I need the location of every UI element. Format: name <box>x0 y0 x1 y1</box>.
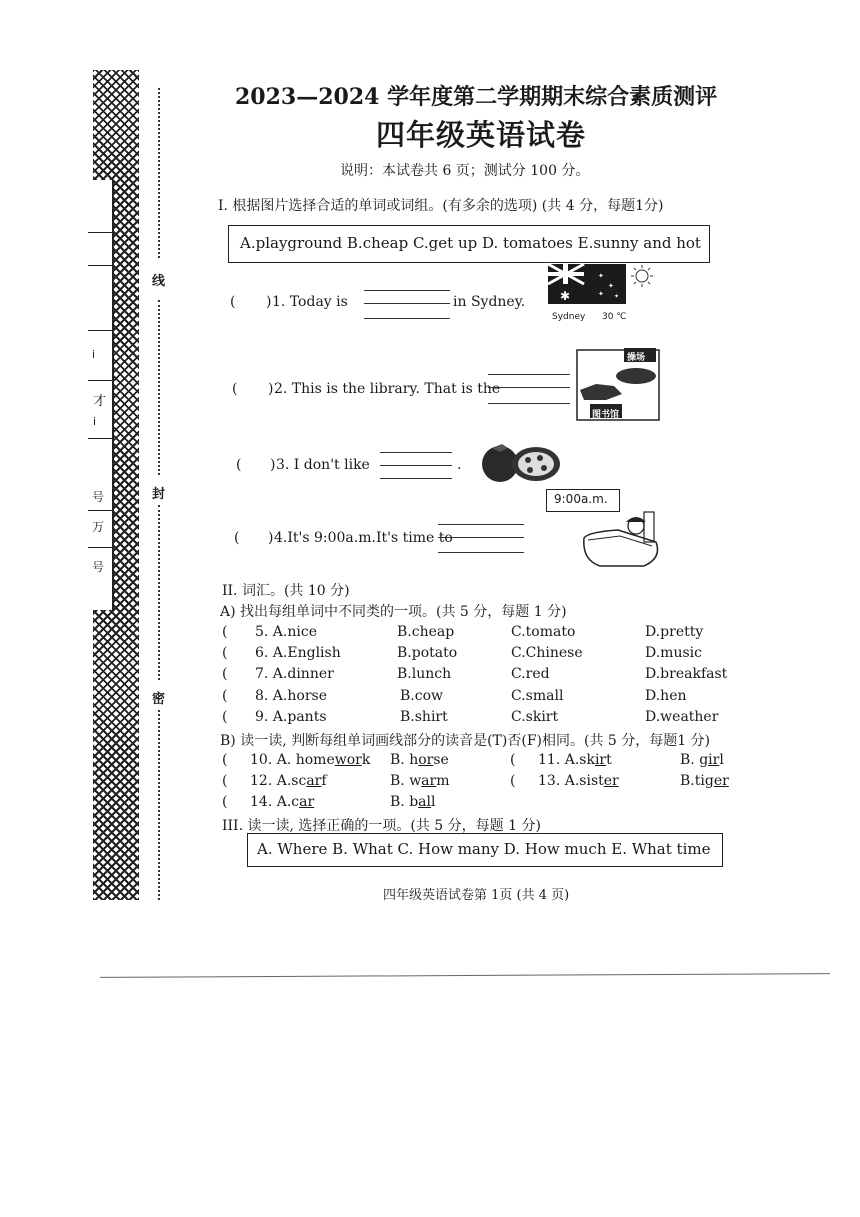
q4-paren: ( <box>234 530 240 546</box>
q13-option-b: B.tiger <box>680 773 729 789</box>
q2-text: 2. This is the library. That is the <box>274 381 501 397</box>
q8-option-c: C.small <box>511 688 564 704</box>
binding-fragment: i <box>93 415 97 428</box>
q4-text: 4.It's 9:00a.m.It's time to <box>274 530 453 546</box>
q6-option-d: D.music <box>645 645 702 661</box>
q6-option-b: B.potato <box>397 645 458 661</box>
q5-option-d: D.pretty <box>645 624 704 640</box>
clock-time-label: 9:00a.m. <box>554 492 608 506</box>
paren: ( <box>222 794 228 810</box>
svg-text:✦: ✦ <box>614 293 620 300</box>
binding-fragment: 号 <box>92 490 105 504</box>
q4-answer-blank-lower <box>438 540 524 553</box>
exam-title-line1: 2023—2024 学年度第二学期期末综合素质测评 <box>235 84 718 110</box>
q6-option-a: 6. A.English <box>255 645 341 661</box>
svg-text:✦: ✦ <box>598 272 604 280</box>
seal-char-feng: 封 <box>152 487 166 502</box>
q10-option-b: B. horse <box>390 752 449 768</box>
q2-paren: ( <box>232 381 238 397</box>
q14-option-a: 14. A.car <box>250 794 315 810</box>
binding-rule <box>88 547 112 548</box>
q8-option-b: B.cow <box>400 688 443 704</box>
seal-char-xian: 线 <box>152 274 166 289</box>
sleeping-child-picture <box>578 508 664 570</box>
q3-text-after: . <box>457 457 462 473</box>
binding-rule <box>88 330 112 331</box>
q3-answer-blank[interactable] <box>380 452 452 466</box>
q1-text-after: in Sydney. <box>453 294 526 310</box>
exam-title-line2: 四年级英语试卷 <box>376 118 587 152</box>
binding-rule <box>88 438 112 439</box>
q1-paren-close: ) <box>266 294 272 310</box>
q7-option-c: C.red <box>511 666 550 682</box>
q9-option-d: D.weather <box>645 709 719 725</box>
section2a-heading: A) 找出每组单词中不同类的一项。(共 5 分，每题 1 分) <box>220 604 567 620</box>
seal-dotted-line <box>158 88 160 258</box>
paren: ( <box>222 645 228 661</box>
q2-paren-close: ) <box>268 381 274 397</box>
q1-text: 1. Today is <box>272 294 348 310</box>
binding-rule <box>88 380 112 381</box>
q11-option-b: B. girl <box>680 752 724 768</box>
q13-option-a: 13. A.sister <box>538 773 619 789</box>
paren: ( <box>222 709 228 725</box>
pic-playground-label: 操场 <box>627 353 646 363</box>
q12-option-b: B. warm <box>390 773 450 789</box>
pic-city-label: Sydney <box>552 312 586 322</box>
q2-answer-blank-lower <box>488 391 570 404</box>
section1-options: A.playground B.cheap C.get up D. tomatoes E.sunny and hot <box>240 234 701 252</box>
q7-option-d: D.breakfast <box>645 666 728 682</box>
q2-answer-blank[interactable] <box>488 374 570 388</box>
seal-dotted-line <box>158 710 160 900</box>
q6-option-c: C.Chinese <box>511 645 583 661</box>
q3-paren: ( <box>236 457 242 473</box>
q5-option-b: B.cheap <box>397 624 455 640</box>
q4-answer-blank[interactable] <box>438 524 524 538</box>
q5-option-c: C.tomato <box>511 624 576 640</box>
q11-option-a: 11. A.skirt <box>538 752 612 768</box>
paren: ( <box>222 688 228 704</box>
section1-heading: I. 根据图片选择合适的单词或词组。(有多余的选项) (共 4 分，每题1分) <box>218 198 664 214</box>
exam-note: 说明：本试卷共 6 页；测试分 100 分。 <box>340 163 590 179</box>
binding-rule <box>88 510 112 511</box>
q4-paren-close: ) <box>268 530 274 546</box>
binding-rule <box>88 265 112 266</box>
q7-option-b: B.lunch <box>397 666 452 682</box>
paren: ( <box>510 773 516 789</box>
q9-option-a: 9. A.pants <box>255 709 327 725</box>
page-footer: 四年级英语试卷第 1页 (共 4 页) <box>383 888 570 903</box>
q9-option-b: B.shirt <box>400 709 448 725</box>
q14-option-b: B. ball <box>390 794 436 810</box>
tomatoes-picture <box>478 440 566 486</box>
q10-option-a: 10. A. homework <box>250 752 371 768</box>
q1-answer-blank-lower <box>364 306 450 319</box>
binding-fragment: i <box>92 348 96 361</box>
seal-char-mi: 密 <box>152 692 166 707</box>
paren: ( <box>222 624 228 640</box>
q3-text: 3. I don't like <box>276 457 370 473</box>
section3-heading: III. 读一读, 选择正确的一项。(共 5 分，每题 1 分) <box>222 818 541 834</box>
paren: ( <box>222 666 228 682</box>
seal-dotted-line <box>158 505 160 680</box>
q1-answer-blank[interactable] <box>364 290 450 304</box>
section2b-heading: B) 读一读, 判断每组单词画线部分的读音是(T)否(F)相同。(共 5 分，每题1 分) <box>220 733 711 749</box>
q1-paren: ( <box>230 294 236 310</box>
paren: ( <box>222 773 228 789</box>
q7-option-a: 7. A.dinner <box>255 666 334 682</box>
q3-paren-close: ) <box>270 457 276 473</box>
binding-rule <box>88 232 112 233</box>
svg-text:✱: ✱ <box>560 289 571 303</box>
q3-answer-blank-lower <box>380 466 452 479</box>
paren: ( <box>510 752 516 768</box>
pic-temp-label: 30 ℃ <box>602 312 627 322</box>
section3-options: A. Where B. What C. How many D. How much E. What time <box>257 840 711 858</box>
pic-library-label: 图书馆 <box>592 410 620 420</box>
q8-option-a: 8. A.horse <box>255 688 327 704</box>
q9-option-c: C.skirt <box>511 709 559 725</box>
seal-dotted-line <box>158 300 160 475</box>
q5-option-a: 5. A.nice <box>255 624 317 640</box>
paren: ( <box>222 752 228 768</box>
svg-text:✦: ✦ <box>608 282 614 290</box>
q12-option-a: 12. A.scarf <box>250 773 327 789</box>
q8-option-d: D.hen <box>645 688 687 704</box>
section2-heading: II. 词汇。(共 10 分) <box>222 583 350 599</box>
binding-fragment: 号 <box>92 560 105 574</box>
binding-fragment: 万 <box>92 520 105 534</box>
svg-text:✦: ✦ <box>598 290 604 298</box>
binding-fragment: 才 <box>93 394 107 409</box>
